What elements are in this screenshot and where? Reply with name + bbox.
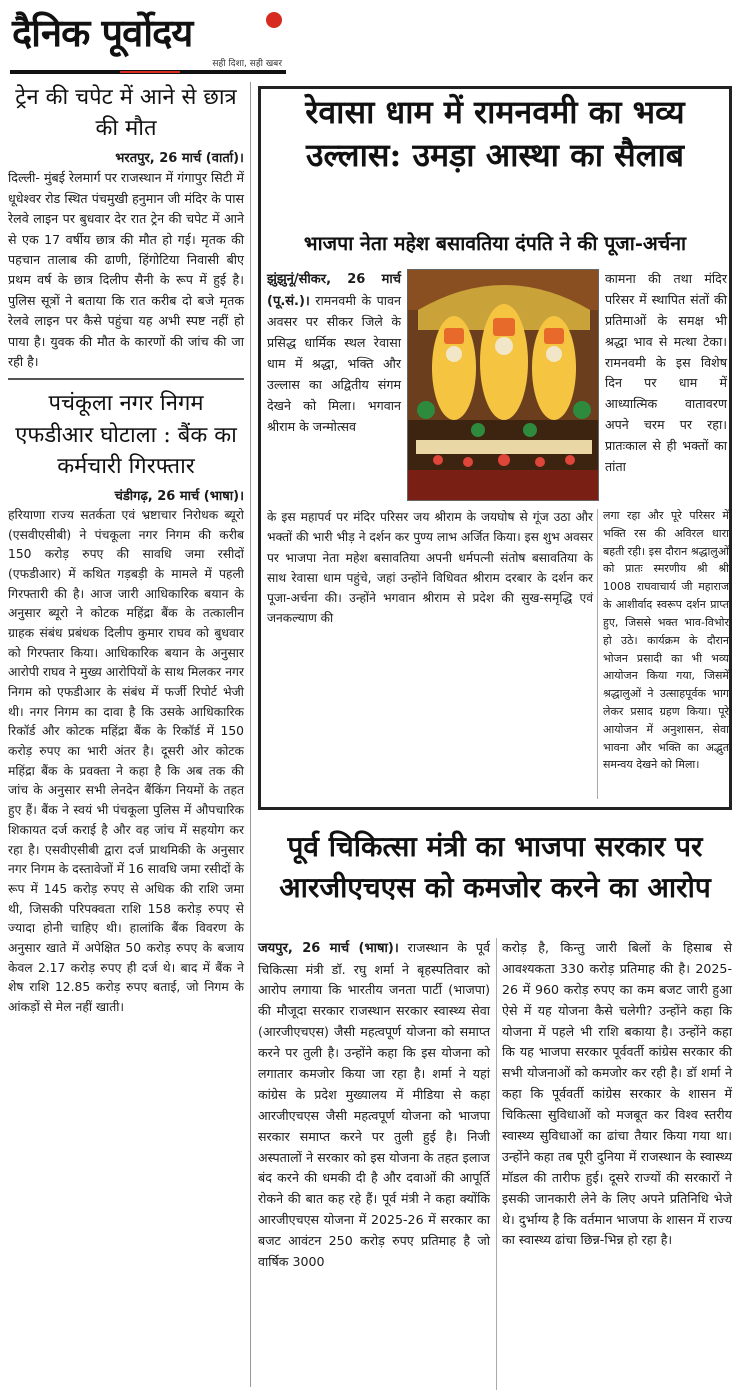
newspaper-tagline: सही दिशा, सही खबर	[212, 59, 282, 69]
story3-col-b: करोड़ है, किन्तु जारी बिलों के हिसाब से आवश्यकता 330 करोड़ प्रतिमाह की है। 2025-26 में 960 करोड़ रुपए का कम बजट जारी हुआ ऐसे में यह योजना कैसे चलेगी? उन्होंने कहा कि योजना में पहले भी राशि बकाया है। उन्होंने कहा कि यह भाजपा सरकार पूर्ववर्ती कांग्रेस सरकार की सभी योजनाओं को कमजोर कर रही है। डॉ शर्मा ने कहा कि पूर्ववर्ती कांग्रेस सरकार के शासन में चिकित्सा सुविधाओं को मजबूत कर विश्व स्तरीय स्वास्थ्य सुविधाओं का ढांचा तैयार किया गया था। उन्होंने कहा तब पूरी दुनिया में राजस्थान के स्वास्थ्य मॉडल की तारीफ हुई। दूसरे राज्यों की सरकारों ने इसकी जानकारी लेने के लिए अपने प्रतिनिधि भेजे थे। दुर्भाग्य है कि वर्तमान भाजपा के शासन में राज्य का स्वास्थ्य ढांचा छिन्न-भिन्न हो रहा है।	[502, 940, 732, 1248]
story3-dateline: जयपुर, 26 मार्च (भाषा)।	[258, 941, 399, 956]
lead-subheadline: भाजपा नेता महेश बसावतिया दंपति ने की पूजा-अर्चना	[303, 232, 687, 255]
story3-headline: पूर्व चिकित्सा मंत्री का भाजपा सरकार पर आरजीएचएस को कमजोर करने का आरोप	[279, 830, 711, 905]
story2-dateline: चंडीगढ़, 26 मार्च (भाषा)।	[114, 489, 244, 505]
story3-col-a	[258, 938, 490, 1273]
lead-dateline: झुंझुनूं/सीकर, 26 मार्च (पू.सं.)।	[267, 272, 401, 309]
story-separator	[8, 378, 244, 380]
story2-body: हरियाणा राज्य सतर्कता एवं भ्रष्टाचार निरोधक ब्यूरो (एसवीएसीबी) ने पंचकूला नगर निगम की करीब 150 करोड़ रुपए की सावधि जमा रसीदों (एफडीआर) में कथित गड़बड़ी के मामले में पहली गिरफ्तारी की है। आज जारी आधिकारिक बयान के अनुसार ब्यूरो ने कोटक महिंद्रा बैंक के तत्कालीन ग्राहक संबंध प्रबंधक दिलीप कुमार राघव को बुधवार को गिरफ्तार किया। आधिकारिक बयान के अनुसार आरोपी राघव ने मुख्य आरोपियों के साथ मिलकर नगर निगम को एफडीआर के संबंध में फर्जी रिपोर्ट भेजी थी। नगर निगम का दावा है कि उसके आधिकारिक रिकॉर्ड और कोटक महिंद्रा बैंक के रिकॉर्ड में 150 करोड़ रुपए का भारी अंतर है। दूसरी ओर कोटक महिंद्रा बैंक के प्रवक्ता ने कहा है कि अब तक की जांच के अनुसार सभी लेनदेन बैंकिंग नियमों के तहत हुए हैं। बैंक ने स्वयं भी पंचकूला पुलिस में औपचारिक शिकायत दर्ज कराई है और वह जांच में सहयोग कर रहा है। एसवीएसीबी द्वारा दर्ज प्राथमिकी के अनुसार नगर निगम के दस्तावेजों में 16 सावधि जमा रसीदों के रूप में 145 करोड़ रुपए से अधिक की राशि जमा थी, जिसकी परिपक्वता राशि 158 करोड़ रुपए से ज्यादा होनी चाहिए थी। हालांकि बैंक विवरण के अनुसार खाते में अपेक्षित 50 करोड़ रुपए के बजाय केवल 2.17 करोड़ रुपए ही दर्ज थे। बाद में बैंक ने शेष राशि 12.85 करोड़ रुपए बताई, जो निगम के आंकड़ों से मेल नहीं खाती।	[8, 508, 244, 1014]
story1-headline: ट्रेन की चपेट में आने से छात्र की मौत	[15, 85, 237, 142]
temple-idols-image	[408, 270, 599, 501]
column-divider	[250, 82, 251, 1387]
left-column	[8, 82, 244, 1018]
lead-headline: रेवासा धाम में रामनवमी का भव्य उल्लास: उमड़ा आस्था का सैलाब	[305, 93, 685, 174]
lead-story-box	[258, 86, 732, 810]
masthead-rule-accent	[120, 71, 180, 73]
masthead-dot-icon	[266, 12, 282, 28]
lead-col-c: के इस महापर्व पर मंदिर परिसर जय श्रीराम के जयघोष से गूंज उठा और भक्तों की भारी भीड़ ने दर्शन कर पुण्य लाभ अर्जित किया। इस शुभ अवसर पर भाजपा नेता महेश बसावतिया अपनी धर्मपत्नी संतोष बसावतिया के साथ रेवासा धाम पहुंचे, जहां उन्होंने विधिवत श्रीराम दरबार के दर्शन कर पूजा-अर्चना की। उन्होंने भगवान श्रीराम से प्रदेश की सुख-समृद्धि एवं जनकल्याण की	[267, 510, 593, 626]
lead-col-a	[267, 269, 401, 438]
lead-col-b: कामना की तथा मंदिर परिसर में स्थापित संतों की प्रतिमाओं के समक्ष भी श्रद्धा भाव से मत्था टेका। रामनवमी के इस विशेष दिन पर धाम में आध्यात्मिक वातावरण अपने चरम पर रहा। प्रातःकाल से ही भक्तों का तांता	[605, 271, 727, 475]
story2-headline: पचंकूला नगर निगम एफडीआर घोटाला : बैंक का कर्मचारी गिरफ्तार	[15, 391, 237, 479]
lead-col-a-text: रामनवमी के पावन अवसर पर सीकर जिले के प्रसिद्ध धार्मिक स्थल रेवासा धाम में श्रद्धा, भक्ति और उल्लास का अद्वितीय संगम देखने को मिला। भगवान श्रीराम के जन्मोत्सव	[267, 292, 401, 434]
story3-col-a-text: राजस्थान के पूर्व चिकित्सा मंत्री डॉ. रघु शर्मा ने बृहस्पतिवार को आरोप लगाया कि भारतीय जनता पार्टी (भाजपा) की मौजूदा सरकार राजस्थान सरकार स्वास्थ्य सेवा (आरजीएचएस) जैसी महत्वपूर्ण योजना को समाप्त करने पर तुली है। उन्होंने कहा कि इस योजना को लगातार कमजोर किया जा रहा है। शर्मा ने यहां कांग्रेस के प्रदेश मुख्यालय में मीडिया से कहा आरजीएचएस जैसी महत्वपूर्ण योजना को भाजपा सरकार समाप्त करने पर तुली हुई है। निजी अस्पतालों ने सरकार को इस योजना के तहत इलाज बंद करने की धमकी दी है और दवाओं की आपूर्ति रोकने की बात कह रहे हैं। पूर्व मंत्री ने कहा क्योंकि आरजीएचएस योजना में 2025-26 में सरकार का बजट आवंटन 250 करोड़ रुपए प्रतिमाह है जो वार्षिक 3000	[258, 940, 490, 1270]
story3-column-divider	[496, 938, 497, 1390]
story1-body: दिल्ली- मुंबई रेलमार्ग पर राजस्थान में गंगापुर सिटी में धूधेश्वर रोड स्थित पंचमुखी हनुमान जी मंदिर के पास रेलवे लाइन पर बुधवार देर रात ट्रेन की चपेट में आने से एक 17 वर्षीय छात्र की मौत हो गई। मृतक की पहचान तालाब की ढाणी, हिंगोटिया निवासी बीए प्रथम वर्ष के छात्र दिलीप सैनी के रूप में हुई है। पुलिस सूत्रों ने बताया कि रात करीब दो बजे मृतक रेलवे लाइन पर कैसे पहुंचा यह अभी स्पष्ट नहीं हो पाया है। युवक की मौत के कारणों की जांच की जा रही है।	[8, 170, 244, 369]
story1-dateline: भरतपुर, 26 मार्च (वार्ता)।	[115, 151, 244, 167]
masthead	[8, 4, 288, 76]
story-train-accident	[8, 82, 244, 372]
newspaper-title: दैनिक पूर्वोदय	[12, 11, 193, 55]
lead-col-d: लगा रहा और पूरे परिसर में भक्ति रस की अविरल धारा बहती रही। इस दौरान श्रद्धालुओं को प्रातः स्मरणीय श्री श्री 1008 राघवाचार्य जी महाराज के आशीर्वाद स्वरूप दर्शन प्राप्त हुए, जिससे भक्त भाव-विभोर हो उठे। कार्यक्रम के दौरान भोजन प्रसादी का भी भव्य आयोजन किया गया, जिसमें श्रद्धालुओं ने उत्साहपूर्वक भाग लेकर प्रसाद ग्रहण किया। पूरे आयोजन में अनुशासन, सेवा भावना और भक्ति का अद्भुत समन्वय देखने को मिला।	[603, 509, 729, 772]
temple-idols-photo	[407, 269, 599, 501]
lead-column-divider	[597, 509, 598, 799]
story-fdr-scam	[8, 388, 244, 1017]
